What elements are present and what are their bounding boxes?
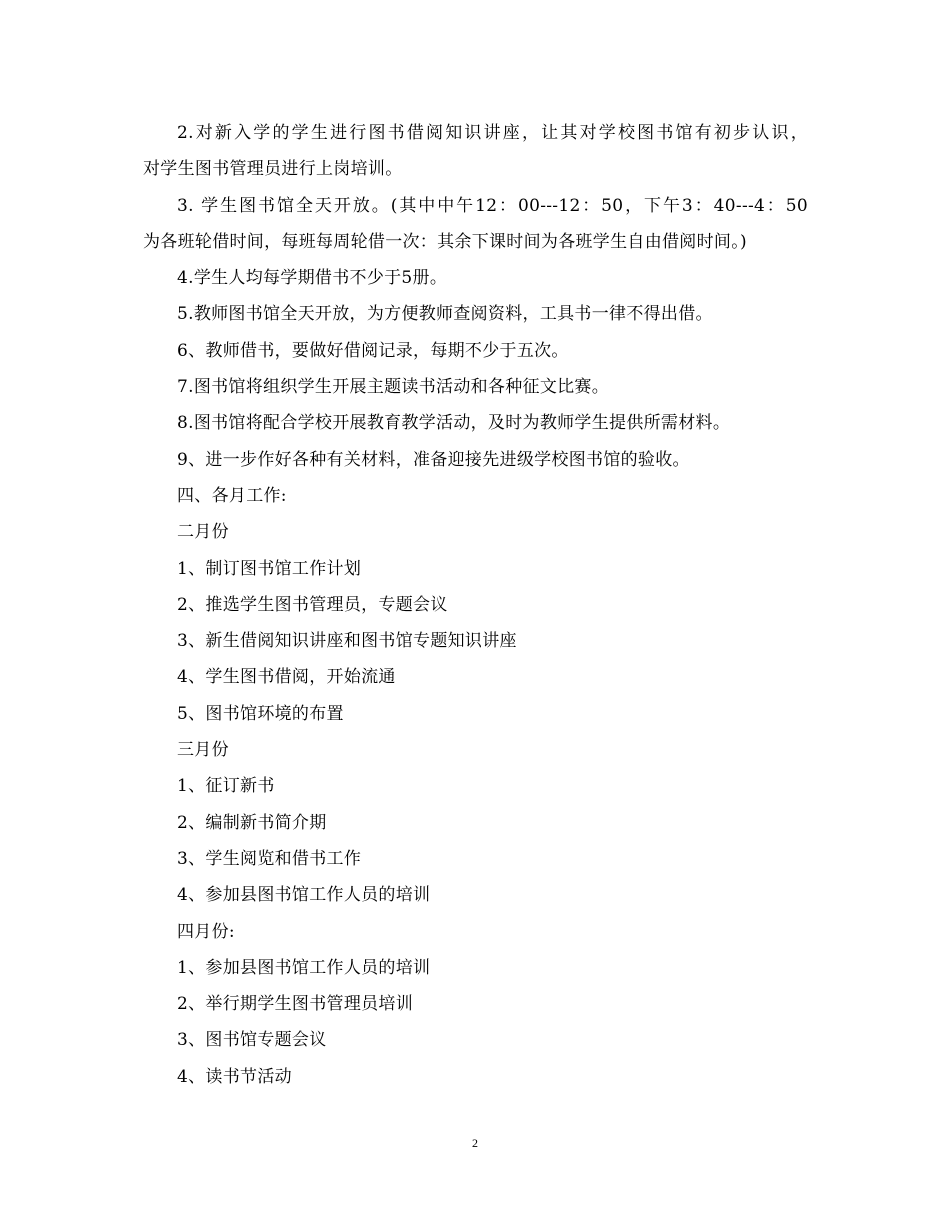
paragraph: 4.学生人均每学期借书不少于5册。	[177, 268, 448, 289]
list-item: 4、学生图书借阅，开始流通	[177, 667, 396, 688]
paragraph-line: 为各班轮借时间，每班每周轮借一次：其余下课时间为各班学生自由借阅时间。)	[143, 231, 747, 252]
list-item: 2、推选学生图书管理员，专题会议	[177, 594, 448, 615]
page-number: 2	[472, 1136, 478, 1150]
paragraph: 7.图书馆将组织学生开展主题读书活动和各种征文比赛。	[177, 377, 610, 398]
paragraph: 8.图书馆将配合学校开展教育教学活动，及时为教师学生提供所需材料。	[177, 413, 731, 434]
list-item: 4、参加县图书馆工作人员的培训	[177, 885, 431, 906]
month-heading: 三月份	[177, 740, 229, 761]
paragraph	[143, 115, 808, 188]
paragraph-line: 对学生图书管理员进行上岗培训。	[143, 159, 403, 180]
list-item: 5、图书馆环境的布置	[177, 703, 344, 724]
list-item: 1、征订新书	[177, 776, 275, 797]
list-item: 3、学生阅览和借书工作	[177, 848, 362, 869]
list-item: 3、新生借阅知识讲座和图书馆专题知识讲座	[177, 631, 517, 652]
list-item: 1、制订图书馆工作计划	[177, 558, 362, 579]
month-heading: 四月份:	[177, 921, 235, 942]
list-item: 1、参加县图书馆工作人员的培训	[177, 957, 431, 978]
document-body	[143, 115, 808, 1095]
list-item: 2、编制新书简介期	[177, 812, 327, 833]
list-item: 3、图书馆专题会议	[177, 1030, 327, 1051]
section-heading: 四、各月工作:	[177, 485, 287, 506]
paragraph: 6、教师借书，要做好借阅记录，每期不少于五次。	[177, 340, 569, 361]
list-item: 2、举行期学生图书管理员培训	[177, 994, 414, 1015]
paragraph-line: 2.对新入学的学生进行图书借阅知识讲座，让其对学校图书馆有初步认识，	[177, 123, 808, 143]
paragraph: 9、进一步作好各种有关材料，准备迎接先进级学校图书馆的验收。	[177, 449, 690, 470]
month-heading: 二月份	[177, 522, 229, 543]
paragraph	[143, 188, 808, 261]
list-item: 4、读书节活动	[177, 1066, 292, 1087]
paragraph: 5.教师图书馆全天开放，为方便教师查阅资料，工具书一律不得出借。	[177, 304, 713, 325]
paragraph-line: 3. 学生图书馆全天开放。(其中中午12：00---12：50，下午3：40---4：50	[177, 195, 808, 216]
